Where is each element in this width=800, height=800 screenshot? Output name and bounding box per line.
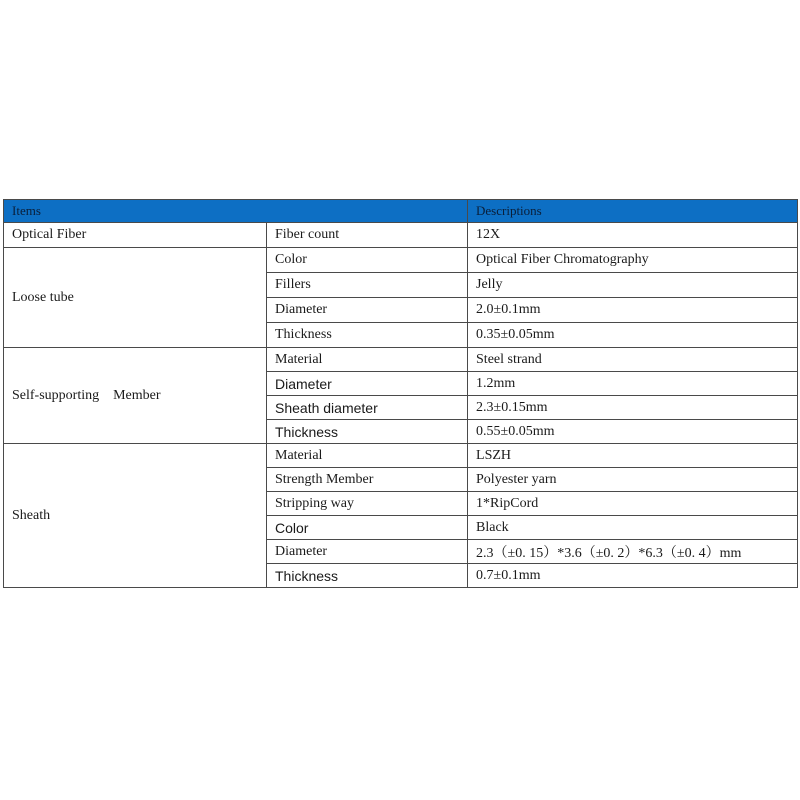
value-cell: 0.55±0.05mm [468,420,798,444]
property-cell: Thickness [267,564,468,588]
value-cell: 1*RipCord [468,492,798,516]
value-cell: 2.0±0.1mm [468,298,798,323]
property-cell: Color [267,248,468,273]
header-items: Items [4,200,468,223]
table-row [4,248,798,273]
item-cell-self-supporting-member: Self-supporting Member [4,348,267,444]
table-row [4,223,798,248]
value-cell: 2.3±0.15mm [468,396,798,420]
value-cell: LSZH [468,444,798,468]
item-cell-loose-tube: Loose tube [4,248,267,348]
property-cell: Diameter [267,298,468,323]
value-cell: 12X [468,223,798,248]
property-cell: Material [267,444,468,468]
table-header-row [4,200,798,223]
header-descriptions: Descriptions [468,200,798,223]
property-cell: Diameter [267,540,468,564]
property-cell: Diameter [267,372,468,396]
property-cell: Fillers [267,273,468,298]
value-cell: Optical Fiber Chromatography [468,248,798,273]
value-cell: Jelly [468,273,798,298]
value-cell: 0.7±0.1mm [468,564,798,588]
value-cell: Steel strand [468,348,798,372]
property-cell: Thickness [267,323,468,348]
value-cell: Polyester yarn [468,468,798,492]
value-cell: 0.35±0.05mm [468,323,798,348]
value-cell: 1.2mm [468,372,798,396]
table-row [4,444,798,468]
property-cell: Sheath diameter [267,396,468,420]
item-cell-optical-fiber: Optical Fiber [4,223,267,248]
property-cell: Material [267,348,468,372]
property-cell: Fiber count [267,223,468,248]
value-cell: 2.3（±0. 15）*3.6（±0. 2）*6.3（±0. 4）mm [468,540,798,564]
property-cell: Color [267,516,468,540]
table-row [4,348,798,372]
cable-spec-table [3,199,798,588]
property-cell: Strength Member [267,468,468,492]
value-cell: Black [468,516,798,540]
item-cell-sheath: Sheath [4,444,267,588]
property-cell: Thickness [267,420,468,444]
property-cell: Stripping way [267,492,468,516]
